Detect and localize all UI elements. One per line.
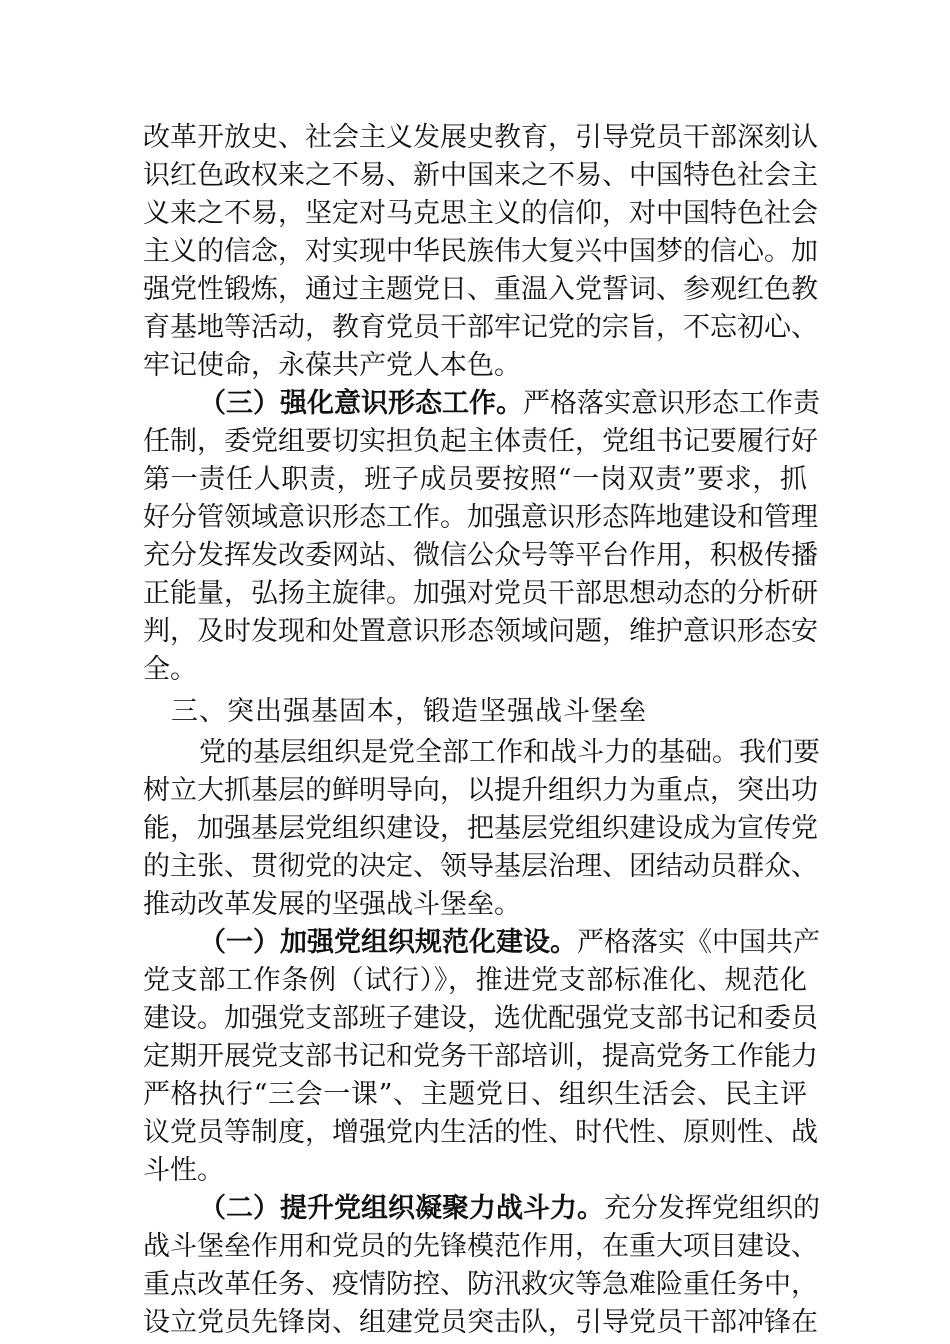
para5-line-2: 战斗堡垒作用和党员的先锋模范作用，在重大项目建设、 <box>143 1231 818 1262</box>
para5-first-line <box>199 1189 820 1229</box>
para4-bold-lead: （一）加强党组织规范化建设。 <box>199 927 577 958</box>
para3-line-5: 推动改革发展的坚强战斗堡垒。 <box>143 889 521 920</box>
para2-line-8: 全。 <box>143 654 197 685</box>
para1-line-1: 改革开放史、社会主义发展史教育，引导党员干部深刻认 <box>143 122 818 153</box>
para5-bold-lead: （二）提升党组织凝聚力战斗力。 <box>199 1193 604 1224</box>
para2-line-5: 充分发挥发改委网站、微信公众号等平台作用，积极传播 <box>143 540 818 571</box>
para2-line-2: 任制，委党组要切实担负起主体责任，党组书记要履行好 <box>143 426 818 457</box>
para4-line-3: 建设。加强党支部班子建设，选优配强党支部书记和委员 <box>143 1003 818 1034</box>
para2-line-7: 判，及时发现和处置意识形态领域问题，维护意识形态安 <box>143 616 818 647</box>
para1-line-5: 强党性锻炼，通过主题党日、重温入党誓词、参观红色教 <box>143 274 818 305</box>
para4-line-6: 议党员等制度，增强党内生活的性、时代性、原则性、战 <box>143 1117 818 1148</box>
para2-line-6: 正能量，弘扬主旋律。加强对党员干部思想动态的分析研 <box>143 578 818 609</box>
para3-line-2: 树立大抓基层的鲜明导向，以提升组织力为重点，突出功 <box>143 775 818 806</box>
para2-bold-lead: （三）强化意识形态工作。 <box>199 388 523 419</box>
para4-line-5: 严格执行“三会一课”、主题党日、组织生活会、民主评 <box>143 1079 807 1110</box>
para4-first-rest: 严格落实《中国共产 <box>577 927 820 958</box>
para4-line-7: 斗性。 <box>143 1155 224 1186</box>
para2-line-4: 好分管领域意识形态工作。加强意识形态阵地建设和管理 <box>143 502 818 533</box>
para5-line-3: 重点改革任务、疫情防控、防汛救灾等急难险重任务中， <box>143 1269 818 1300</box>
para5-line-4: 设立党员先锋岗、组建党员突击队，引导党员干部冲锋在 <box>143 1307 818 1338</box>
para3-line-3: 能，加强基层党组织建设，把基层党组织建设成为宣传党 <box>143 813 818 844</box>
para4-line-4: 定期开展党支部书记和党务干部培训，提高党务工作能力 <box>143 1041 818 1072</box>
para1-line-3: 义来之不易，坚定对马克思主义的信仰，对中国特色社会 <box>143 198 818 229</box>
para1-line-2: 识红色政权来之不易、新中国来之不易、中国特色社会主 <box>143 160 818 191</box>
para2-first-rest: 严格落实意识形态工作责 <box>523 388 820 419</box>
para5-first-rest: 充分发挥党组织的 <box>604 1193 820 1224</box>
para1-line-4: 主义的信念，对实现中华民族伟大复兴中国梦的信心。加 <box>143 236 818 267</box>
para4-first-line <box>199 923 820 963</box>
section-heading: 三、突出强基固本，锻造坚强战斗堡垒 <box>171 696 647 727</box>
para2-first-line <box>199 384 820 424</box>
para4-line-2: 党支部工作条例（试行）》，推进党支部标准化、规范化 <box>143 965 807 996</box>
para3-line-4: 的主张、贯彻党的决定、领导基层治理、团结动员群众、 <box>143 851 818 882</box>
para1-line-7: 牢记使命，永葆共产党人本色。 <box>143 350 521 381</box>
para1-line-6: 育基地等活动，教育党员干部牢记党的宗旨，不忘初心、 <box>143 312 818 343</box>
para2-line-3: 第一责任人职责，班子成员要按照“一岗双责”要求，抓 <box>143 464 807 495</box>
para3-first-line: 党的基层组织是党全部工作和战斗力的基础。我们要 <box>199 737 820 768</box>
